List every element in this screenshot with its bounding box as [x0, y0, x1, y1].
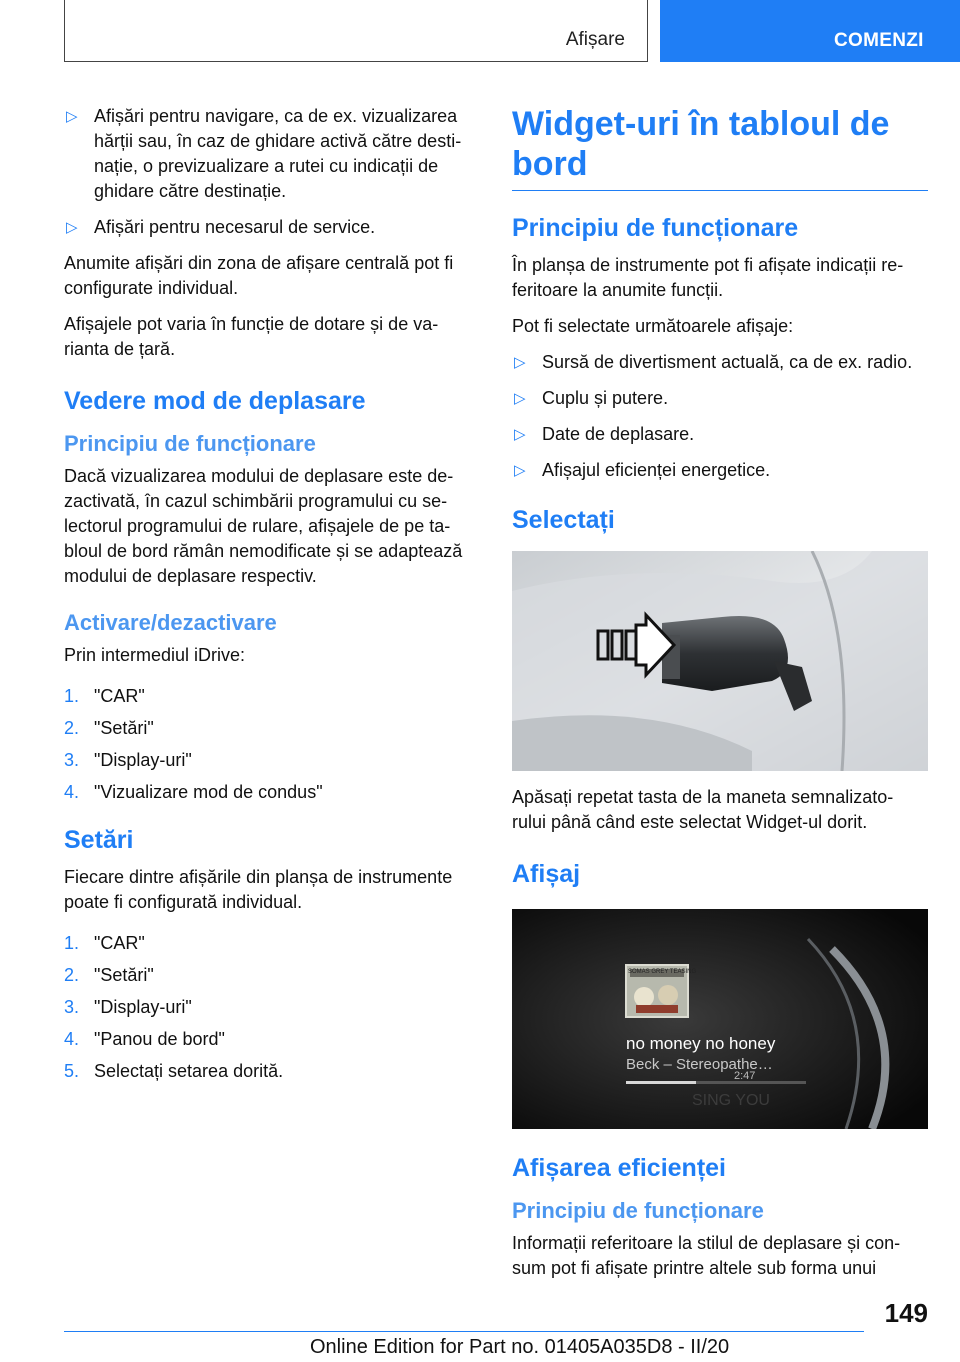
- header-section-title: Afișare: [565, 29, 625, 50]
- triangle-bullet-icon: ▷: [514, 426, 526, 443]
- list-item-text: Afișajul eficienței energetice.: [542, 460, 771, 480]
- step-text: "Vizualizare mod de condus": [94, 782, 323, 802]
- song-title: no money no honey: [626, 1034, 776, 1053]
- list-item: [64, 748, 476, 773]
- turn-signal-stalk-icon: [512, 551, 928, 771]
- figure-caption: Apăsați repetat tasta de la maneta semnalizato- rului până când este selectat Widget-ul dorit.: [512, 787, 894, 832]
- paragraph: Dacă vizualizarea modului de deplasare este de- zactivată, în cazul schimbării programului cu se- lectorul programului de rulare, afișajele de pe ta- bloul de bord rămân nemodificate și se adaptează modului de deplasare respectiv.: [64, 466, 463, 586]
- triangle-bullet-icon: ▷: [66, 108, 78, 125]
- album-art-title: SOMAS GREY TEASING: [628, 969, 697, 975]
- step-number: 1.: [64, 933, 80, 953]
- left-column: [64, 104, 476, 1091]
- list-item: [64, 780, 476, 805]
- song-artist: Beck – Stereopathe…: [626, 1056, 773, 1073]
- header-section-tab: [64, 0, 648, 62]
- list-item: [64, 1059, 476, 1084]
- song-time: 2:47: [734, 1070, 756, 1082]
- section-heading-mode: Vedere mod de deplasare: [64, 387, 366, 415]
- step-number: 2.: [64, 965, 80, 985]
- subheading-principle: Principiu de funcționare: [64, 431, 316, 456]
- step-number: 1.: [64, 686, 80, 706]
- list-item: [512, 458, 928, 483]
- step-number: 2.: [64, 718, 80, 738]
- list-item-text: Sursă de divertisment actuală, ca de ex. radio.: [542, 352, 913, 372]
- list-item: [512, 350, 928, 375]
- list-item: [64, 995, 476, 1020]
- list-item: [64, 931, 476, 956]
- header-chapter-tab: [660, 0, 960, 62]
- paragraph: Afișajele pot varia în funcție de dotare și de va- rianta de țară.: [64, 314, 439, 359]
- step-text: "Panou de bord": [94, 1029, 225, 1049]
- triangle-bullet-icon: ▷: [514, 390, 526, 407]
- triangle-bullet-icon: ▷: [514, 462, 526, 479]
- step-number: 3.: [64, 750, 80, 770]
- list-item-text: Afișări pentru necesarul de service.: [94, 217, 376, 237]
- subheading-principle: Principiu de funcționare: [512, 1198, 764, 1223]
- step-number: 4.: [64, 782, 80, 802]
- list-item: [64, 684, 476, 709]
- step-number: 3.: [64, 997, 80, 1017]
- step-text: "Display-uri": [94, 750, 192, 770]
- step-text: "Setări": [94, 965, 154, 985]
- list-item: [512, 422, 928, 447]
- list-item: [64, 1027, 476, 1052]
- section-heading-principle: Principiu de funcționare: [512, 214, 799, 242]
- section-heading-efficiency: Afișarea eficienței: [512, 1154, 726, 1182]
- list-item: [64, 104, 476, 204]
- stalk-illustration: [512, 551, 928, 771]
- list-item-text: Afișări pentru navigare, ca de ex. vizualizarea hărții sau, în caz de ghidare activă către desti- nație, o previzualizare a rutei cu indicații de ghidare către destinație.: [94, 106, 462, 201]
- section-heading-display: Afișaj: [512, 860, 581, 888]
- footer-divider: [64, 1331, 864, 1332]
- triangle-bullet-icon: ▷: [514, 354, 526, 371]
- list-item: [64, 215, 476, 240]
- paragraph: Fiecare dintre afișările din planșa de instrumente poate fi configurată individual.: [64, 867, 453, 912]
- section-heading-select: Selectați: [512, 506, 615, 534]
- list-item: [64, 963, 476, 988]
- cluster-display-icon: [512, 909, 928, 1129]
- step-text: "CAR": [94, 933, 145, 953]
- footer-edition: Online Edition for Part no. 01405A035D8 - II/20: [310, 1336, 730, 1358]
- subheading-activate: Activare/dezactivare: [64, 610, 277, 635]
- list-item: [512, 386, 928, 411]
- paragraph: Prin intermediul iDrive:: [64, 645, 246, 665]
- screen-footer-text: SING YOU: [692, 1092, 770, 1109]
- paragraph: În planșa de instrumente pot fi afișate indicații re- feritoare la anumite funcții.: [512, 255, 904, 300]
- paragraph: Anumite afișări din zona de afișare centrală pot fi configurate individual.: [64, 253, 454, 298]
- list-item-text: Cuplu și putere.: [542, 388, 669, 408]
- list-item-text: Date de deplasare.: [542, 424, 695, 444]
- paragraph: Pot fi selectate următoarele afișaje:: [512, 316, 794, 336]
- paragraph: Informații referitoare la stilul de deplasare și con- sum pot fi afișate printre altele sub forma unui: [512, 1233, 901, 1278]
- step-number: 4.: [64, 1029, 80, 1049]
- instrument-cluster-screen: [512, 909, 928, 1129]
- list-item: [64, 716, 476, 741]
- title-divider: [512, 190, 928, 191]
- page-number: 149: [884, 1298, 928, 1328]
- section-heading-settings: Setări: [64, 826, 134, 854]
- step-text: Selectați setarea dorită.: [94, 1061, 284, 1081]
- header-chapter-title: COMENZI: [834, 30, 924, 51]
- page-title: Widget-uri în tabloul de bord: [512, 105, 890, 183]
- step-text: "Setări": [94, 718, 154, 738]
- step-text: "CAR": [94, 686, 145, 706]
- right-column: [512, 104, 928, 1292]
- triangle-bullet-icon: ▷: [66, 219, 78, 236]
- step-text: "Display-uri": [94, 997, 192, 1017]
- step-number: 5.: [64, 1061, 80, 1081]
